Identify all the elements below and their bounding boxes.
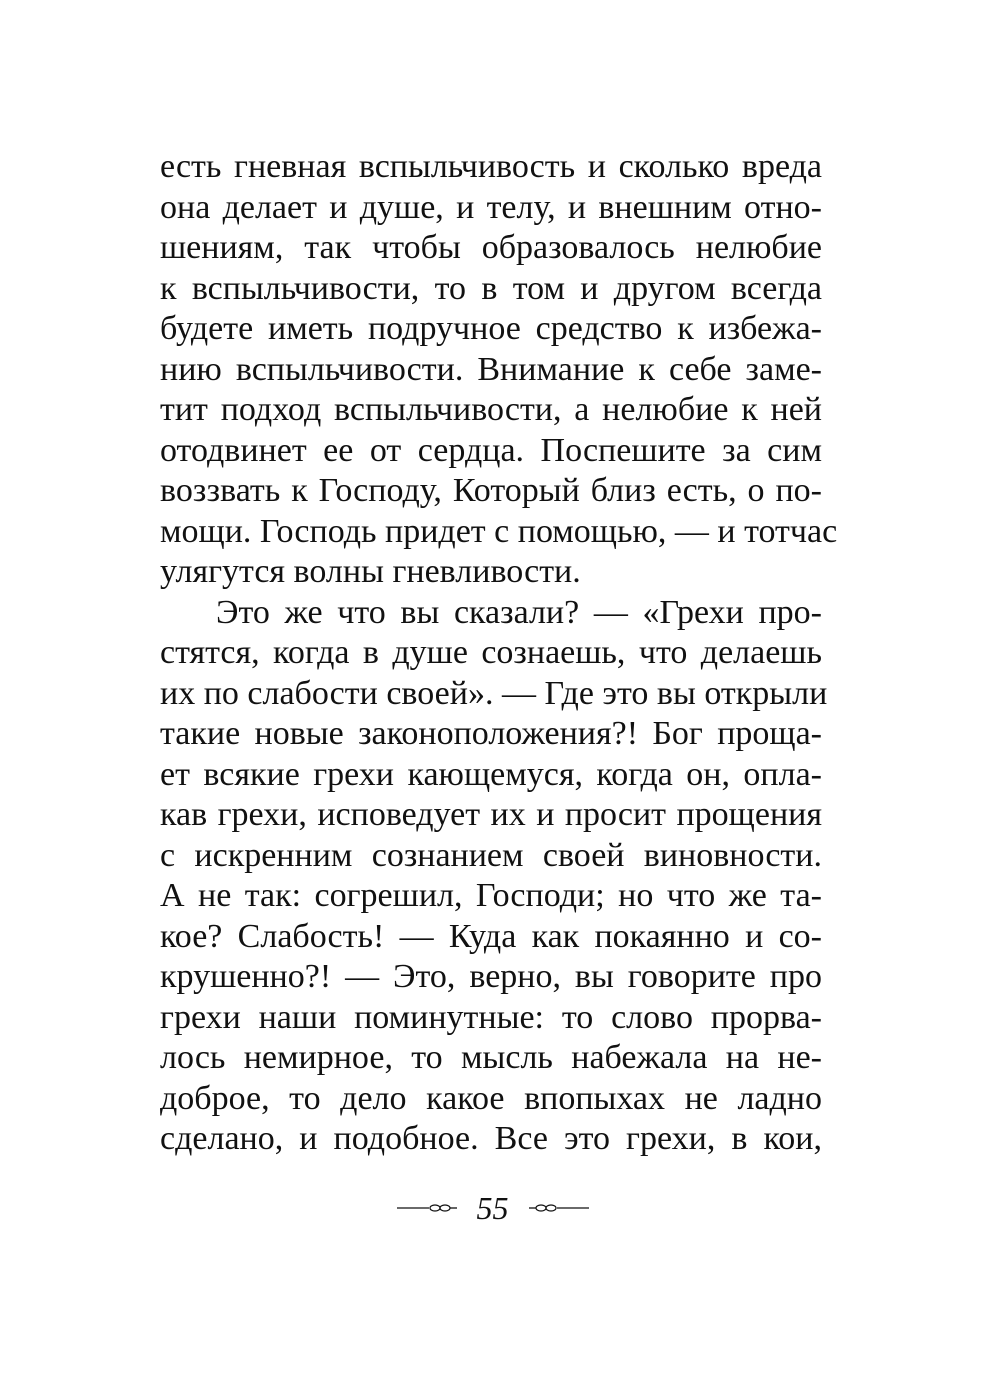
text-line: к вспыльчивости, то в том и другом всегда <box>160 269 822 307</box>
text-line: лось немирное, то мысль набежала на не- <box>160 1039 822 1076</box>
text-line: грехи наши поминутные: то слово прорва- <box>160 998 822 1036</box>
right-ornament-icon <box>527 1201 591 1215</box>
text-line: кое? Слабость! — Куда как покаянно и со- <box>160 917 822 955</box>
text-line: стятся, когда в душе сознаешь, что делаешь <box>160 634 822 671</box>
text-line: их по слабости своей». — Где это вы открыли <box>160 674 828 712</box>
page-footer <box>0 1188 985 1228</box>
text-line: Это же что вы сказали? — «Грехи про- <box>216 593 822 631</box>
text-line: шениям, так чтобы образовалось нелюбие <box>160 229 822 266</box>
text-line: ет всякие грехи кающемуся, когда он, опла- <box>160 755 822 793</box>
text-line: крушенно?! — Это, верно, вы говорите про <box>160 958 822 995</box>
text-line: есть гневная вспыльчивость и сколько вреда <box>160 148 822 185</box>
text-line: сделано, и подобное. Все это грехи, в кои, <box>160 1120 822 1157</box>
left-ornament-icon <box>395 1201 459 1215</box>
text-line: она делает и душе, и телу, и внешним отно- <box>160 188 822 226</box>
text-line: А не так: согрешил, Господи; но что же та- <box>160 877 822 914</box>
text-line: с искренним сознанием своей виновности. <box>160 836 822 874</box>
page-number: 55 <box>476 1190 509 1226</box>
text-line: отодвинет ее от сердца. Поспешите за сим <box>160 431 822 469</box>
text-line: кав грехи, исповедует их и просит прощения <box>160 796 822 833</box>
text-line: улягутся волны гневливости. <box>160 553 581 590</box>
text-line: воззвать к Господу, Который близ есть, о по- <box>160 472 822 509</box>
text-line: такие новые законоположения?! Бог проща- <box>160 715 822 752</box>
text-line: тит подход вспыльчивости, а нелюбие к ней <box>160 391 822 428</box>
text-line: мощи. Господь придет с помощью, — и тотчас <box>160 512 838 550</box>
text-line: нию вспыльчивости. Внимание к себе заме- <box>160 350 822 388</box>
body-text <box>160 147 838 1160</box>
text-line: доброе, то дело какое впопыхах не ладно <box>160 1079 822 1117</box>
text-line: будете иметь подручное средство к избежа- <box>160 310 822 347</box>
